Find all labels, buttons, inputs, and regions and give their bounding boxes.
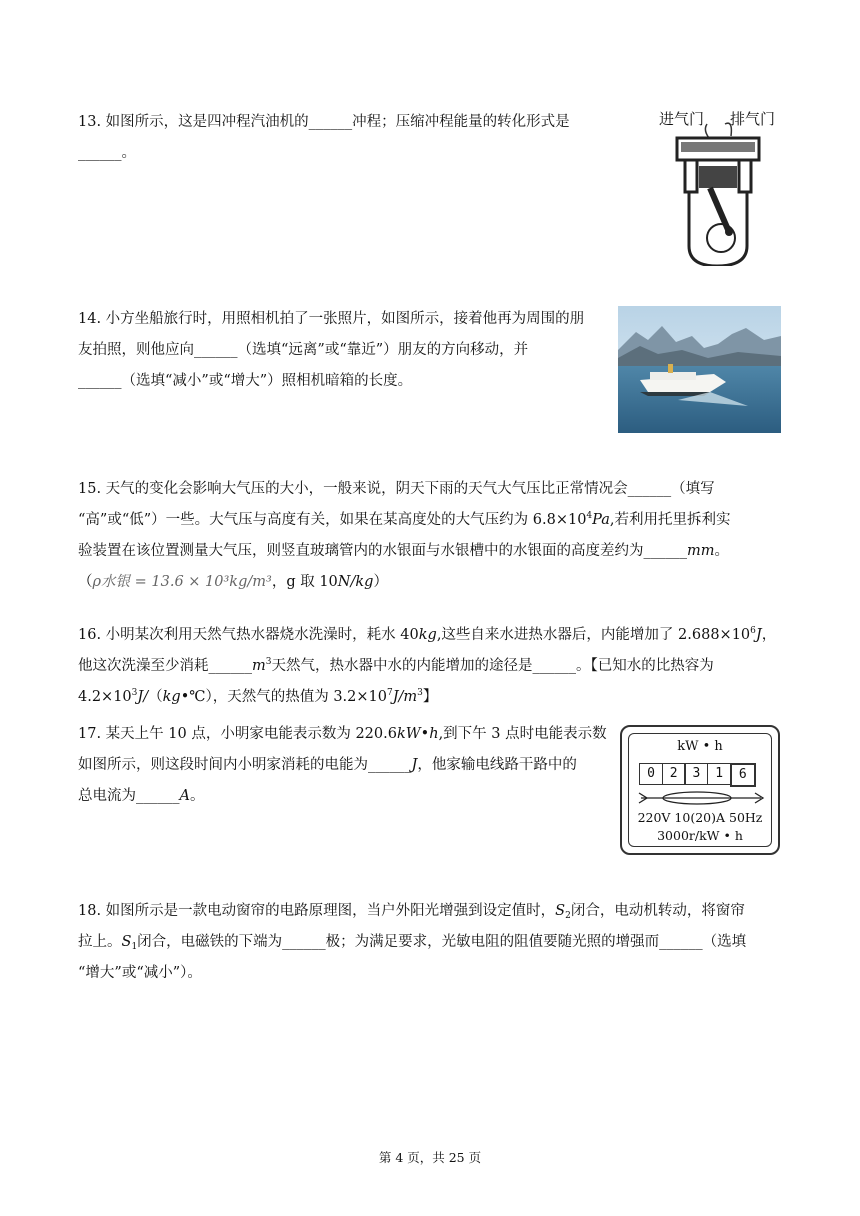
q16-line2: 他这次洗澡至少消耗$\_\_\_\_\_\_m^3$天然气，热水器中水的内能增加的途径是______。【已知水的比热容为 <box>78 657 714 674</box>
q18-line2: 拉上。$S_1$闭合，电磁铁的下端为______极；为满足要求，光敏电阻的阻值要随光照的增强而______（选填 <box>78 934 747 952</box>
question-15 <box>78 474 731 598</box>
energy-meter <box>620 725 780 855</box>
mercury-density-formula: ρ水银 = 13.6 × 10³kg/m³ <box>92 574 272 590</box>
meter-unit-label: kW • h <box>677 739 723 754</box>
meter-digit-decimal: 6 <box>730 763 756 787</box>
exhaust-valve-label: 排气门 <box>730 110 776 128</box>
q18-line3: “增大”或“减小”）。 <box>78 965 202 981</box>
meter-digit: 0 <box>639 763 663 785</box>
q13-line1: 13. 如图所示，这是四冲程汽油机的______冲程；压缩冲程能量的转化形式是 <box>78 114 570 130</box>
q15-line1: 15. 天气的变化会影响大气压的大小，一般来说，阴天下雨的天气大气压比正常情况会______（填写 <box>78 481 715 497</box>
meter-disc-arrow-icon <box>637 790 767 806</box>
meter-digit: 3 <box>684 763 708 785</box>
meter-digit: 1 <box>707 763 731 785</box>
page-footer: 第 4 页，共 25 页 <box>378 1150 482 1165</box>
question-13 <box>78 107 570 169</box>
q18-line1: 18. 如图所示是一款电动窗帘的电路原理图，当户外阳光增强到设定值时，$S_2$闭合，电动机转动，将窗帘 <box>78 903 745 921</box>
energy-meter-panel <box>628 733 772 847</box>
q14-line3: ______（选填“减小”或“增大”）照相机暗箱的长度。 <box>78 373 413 389</box>
q14-line1: 14. 小方坐船旅行时，用照相机拍了一张照片，如图所示，接着他再为周围的朋 <box>78 311 585 327</box>
q16-line3: $4.2\times 10^3J/(kg•℃)$，天然气的热值为 $3.2\times 10^7J/m^3$】 <box>78 688 438 705</box>
q15-line4: （ρ水银 = 13.6 × 10³kg/m³，g 取 10N/kg） <box>78 574 388 590</box>
question-16 <box>78 620 776 713</box>
q15-line3: 验装置在该位置测量大气压，则竖直玻璃管内的水银面与水银槽中的水银面的高度差约为______mm。 <box>78 543 729 559</box>
q13-line2: ______。 <box>78 145 136 161</box>
q15-line2: “高”或“低”）一些。大气压与高度有关，如果在某高度处的大气压约为 $6.8\times 10^4Pa$,若利用托里拆利实 <box>78 511 731 528</box>
meter-digit: 2 <box>662 763 686 785</box>
q17-line2: 如图所示，则这段时间内小明家消耗的电能为______J，他家输电线路干路中的 <box>78 757 577 773</box>
engine-diagram <box>655 106 785 266</box>
meter-spec-1: 220V 10(20)A 50Hz <box>637 810 763 825</box>
q14-line2: 友拍照，则他应向______（选填“远离”或“靠近”）朋友的方向移动，并 <box>78 342 529 358</box>
boat-lake-scene <box>618 306 781 433</box>
question-18 <box>78 896 746 989</box>
q17-line3: 总电流为______A。 <box>78 788 205 804</box>
meter-spec-2: 3000r/kW • h <box>657 828 743 843</box>
boat-photo <box>618 306 781 433</box>
engine-cylinder-svg <box>655 106 785 266</box>
q16-line1: 16. 小明某次利用天然气热水器烧水洗澡时，耗水 40kg,这些自来水进热水器后，内能增加了 $2.688\times 10^6J$， <box>78 626 777 643</box>
q17-line1: 17. 某天上午 10 点，小明家电能表示数为 220.6kW•h,到下午 3 点时电能表示数 <box>78 726 607 742</box>
question-14 <box>78 304 584 397</box>
question-17 <box>78 719 607 812</box>
intake-valve-label: 进气门 <box>659 110 705 128</box>
meter-digits <box>639 763 755 787</box>
